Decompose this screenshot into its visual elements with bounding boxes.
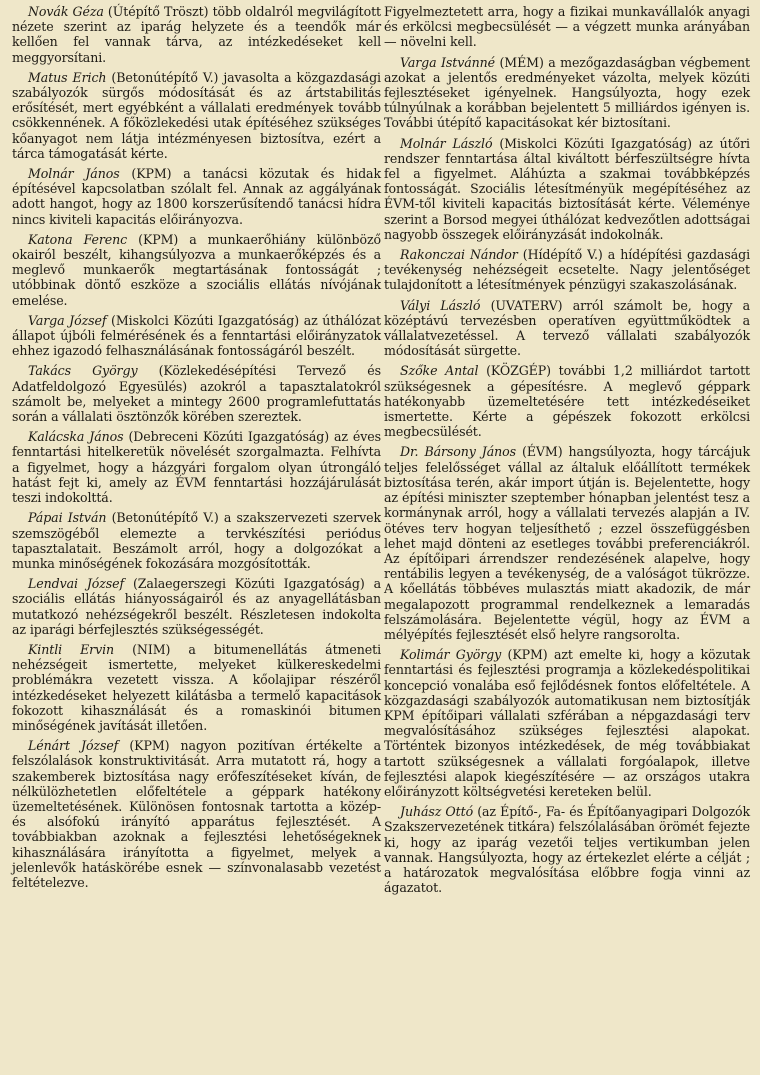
paragraph-text: (Betonútépítő V.) a szakszervezeti szervek szemszögéből elemezte a tervkészítési periódus tapasztalatait. Beszámolt arról, hogy a dolgozókat a munka minőségének fokozására mozgósították.: [12, 510, 381, 571]
speaker-name: Rakonczai Nándor: [400, 247, 518, 263]
speaker-name: Varga Istvánné: [400, 54, 495, 70]
speaker-name: Szőke Antal: [400, 363, 479, 379]
speaker-name: Varga József: [28, 312, 107, 328]
paragraph-text: (ÉVM) hangsúlyozta, hogy tárcájuk teljes felelősséget vállal az általuk előállított termékek biztosítása terén, akár import útján is. Bejelentette, hogy az építési miniszter szeptember hónapban jelentést tesz a kormánynak arról, hogy a vállalati tervezés alapján a IV. ötéves terv hogyan teljesíthető ; ezzel összefüggésben lehet majd dönteni az esetleges további preferenciákról. Az építőipari árrendszer rendezésének alapelve, hogy rentábilis legyen a tevékenység, de a valóságot tükrözze. A kőellátás többéves mulasztás miatt akadozik, de már megalapozott programmal rendelkeznek a lemaradás felszámolására. Bejelentette végül, hogy az ÉVM a mélyépítés fejlesztését első helyre rangsorolta.: [384, 444, 750, 642]
paragraph-text: (NIM) a bitumenellátás átmeneti nehézségeit ismertette, melyeket külkereskedelmi problémákra vezetett vissza. A kőolajipar részéről intézkedéseket helyezett kilátásba a termelő kapacitások fokozott kihasználását és a romaskinói bitumen minőségének javítását illetően.: [12, 641, 381, 733]
speaker-name: Kintli Ervin: [28, 641, 115, 657]
speaker-name: Lénárt József: [28, 738, 119, 754]
paragraph-text: (Zalaegerszegi Közúti Igazgatóság) a szociális ellátás hiányosságairól és az anyagellátásban mutatkozó nehézségekről beszélt. Részletesen indokolta az iparági bérfejlesztés szükségességét.: [12, 576, 381, 637]
paragraph: [12, 313, 381, 359]
paragraph-text: (KPM) nagyon pozitívan értékelte a felszólalások konstruktivitását. Arra mutatott rá, hogy a szakemberek biztosítása nagy erőfeszítéseket kíván, de nélkülözhetetlen előfeltétele a géppark hatékony üzemeltetésének. Különösen fontosnak tartotta a közép- és alsófokú irányító apparátus fejlesztését. A továbbiakban azoknak a fejlesztési lehetőségeknek kihasználására irányította a figyelmet, melyek a jelenlevők hatáskörébe esnek — színvonalasabb vezetést feltételezve.: [12, 738, 382, 890]
paragraph: [384, 298, 750, 359]
paragraph: [12, 510, 381, 571]
speaker-name: Pápai István: [28, 510, 107, 526]
paragraph: [12, 738, 381, 890]
paragraph: [384, 647, 750, 799]
paragraph-text: (KPM) azt emelte ki, hogy a közutak fenntartási és fejlesztési programja a közlekedéspolitikai koncepció vonalába eső fejlődésnek fontos előfeltétele. A közgazdasági szabályozók automatikusan nem biztosítják KPM építőipari vállalati szférában a népgazdasági terv megvalósításához szükséges fejlesztési alapokat. Történtek bizonyos intézkedések, de még továbbiakat tartott szükségesnek a vállalati forgóalapok, illetve fejlesztési alapok kiegészítésére — az országos utakra előirányzott költségvetési kereteken belül.: [384, 647, 750, 799]
paragraph-text: (Debreceni Közúti Igazgatóság) az éves fenntartási hitelkeretük növelését szorgalmazta. Felhívta a figyelmet, hogy a házgyári forgalom olyan útrongáló hatást fejt ki, amely az ÉVM fenntartási hozzájárulását teszi indokolttá.: [12, 429, 381, 506]
paragraph-text: (Hídépítő V.) a hídépítési gazdasági tevékenység nehézségeit ecsetelte. Nagy jelentőséget tulajdonított a létesítmények pénzügyi szakaszolásának.: [384, 247, 750, 293]
left-column: [12, 4, 381, 1075]
paragraph-text: (KÖZGÉP) további 1,2 milliárdot tartott szükségesnek a gépesítésre. A meglevő géppark hatékonyabb üzemeltetésére tett intézkedéseiket ismertette. Kérte a gépészek fokozott erkölcsi megbecsülését.: [384, 363, 750, 440]
speaker-name: Juhász Ottó: [400, 804, 474, 820]
speaker-name: Vályi László: [400, 297, 481, 313]
paragraph-text: (MÉM) a mezőgazdaságban végbement azokat a jelentős eredményeket vázolta, melyek közúti fejlesztéseket igényelnek. Hangsúlyozta, hogy ezek túlnyúlnak a korábban bejelentett 5 milliárdos igényen is. További útépítő kapacitásokat kér biztosítani.: [384, 54, 750, 131]
paragraph-continued: [384, 4, 750, 50]
speaker-name: Novák Géza: [28, 4, 104, 19]
paragraph-text: (Miskolci Közúti Igazgatóság) az úthálózat állapot újbóli felmérésének és a fenntartási előirányzatok ehhez igazodó felhasználásának fontosságáról beszélt.: [12, 312, 381, 359]
speaker-name: Matus Erich: [28, 69, 107, 85]
paragraph-text: (Útépítő Tröszt) több oldalról megvilágított nézete szerint az iparág helyzete és a teendők már kellően fel vannak tárva, az intézkedéseket kell meggyorsítani.: [12, 4, 381, 65]
paragraph-text: (KPM) a tanácsi közutak és hidak építésével kapcsolatban szólalt fel. Annak az aggályának adott hangot, hogy az 1800 korszerűsítendő tanácsi hídra nincs kiviteli kapacitás előirányozva.: [12, 166, 381, 227]
paragraph: [384, 136, 750, 242]
speaker-name: Takács György: [28, 363, 138, 379]
speaker-name: Lendvai József: [28, 576, 125, 592]
speaker-name: Kalácska János: [28, 429, 124, 445]
paragraph: [12, 4, 381, 65]
speaker-name: Kolimár György: [400, 647, 502, 663]
paragraph-text: (Közlekedésépítési Tervező és Adatfeldolgozó Egyesülés) azokról a tapasztalatokról számolt be, melyeket a mintegy 2600 programlefuttatás során a vállalati ösztönzők körében szereztek.: [12, 363, 381, 425]
paragraph: [12, 70, 381, 161]
speaker-name: Dr. Bársony János: [400, 444, 517, 460]
paragraph-text: (Betonútépítő V.) javasolta a közgazdasági szabályozók sürgős módosítását és az ártstabilitás erősítését, mert egyébként a vállalati eredmények tovább csökkennének. A főközlekedési utak építéséhez szükséges kőanyagot nem látja intézményesen biztosítva, ezért a tárca támogatását kérte.: [12, 69, 381, 161]
paragraph-text: (KPM) a munkaerőhiány különböző okairól beszélt, kihangsúlyozva a munkaerőképzés és a meglevő munkaerők megtartásának fontosságát ; utóbbinak döntő eszköze a szociális ellátás nívójának emelése.: [12, 231, 381, 308]
paragraph-text: (az Építő-, Fa- és Építőanyagipari Dolgozók Szakszervezetének titkára) felszólalásában örömét fejezte ki, hogy az iparág vezetői teljes vertikumban jelen vannak. Hangsúlyozta, hogy az értekezlet elérte a célját ; a határozatok megvalósítása előbbre fogja vinni az ágazatot.: [384, 804, 751, 896]
paragraph-text: (UVATERV) arról számolt be, hogy a középtávú tervezésben operatíven együttműködtek a vállalatvezetéssel. A tervező vállalati szabályozók módosítását sürgette.: [384, 297, 750, 359]
paragraph: [12, 232, 381, 308]
paragraph: [12, 576, 381, 637]
paragraph: [12, 429, 381, 505]
paragraph: [12, 363, 381, 424]
paragraph-text: (Miskolci Közúti Igazgatóság) az útőri rendszer fenntartása által kiváltott bérfeszültségre hívta fel a figyelmet. Aláhúzta a szakmai továbbképzés fontosságát. Szociális létesítményük megépítéséhez az ÉVM-től kiviteli kapacitás biztosítását kérte. Véleménye szerint a Borsod megyei úthálózat kedvezőtlen adottságai nagyobb összegek előirányzását indokolnák.: [384, 135, 750, 242]
paragraph: [384, 804, 750, 895]
paragraph: [12, 642, 381, 733]
paragraph: [384, 55, 750, 131]
paragraph: [384, 444, 750, 642]
paragraph: [12, 166, 381, 227]
speaker-name: Katona Ferenc: [28, 231, 128, 247]
right-column: [384, 4, 750, 1075]
speaker-name: Molnár László: [400, 135, 493, 151]
paragraph: [384, 247, 750, 293]
speaker-name: Molnár János: [28, 166, 120, 182]
paragraph: [384, 363, 750, 439]
paragraph-text: Figyelmeztetett arra, hogy a fizikai munkavállalók anyagi és erkölcsi megbecsülését — a végzett munka arányában — növelni kell.: [384, 4, 750, 50]
